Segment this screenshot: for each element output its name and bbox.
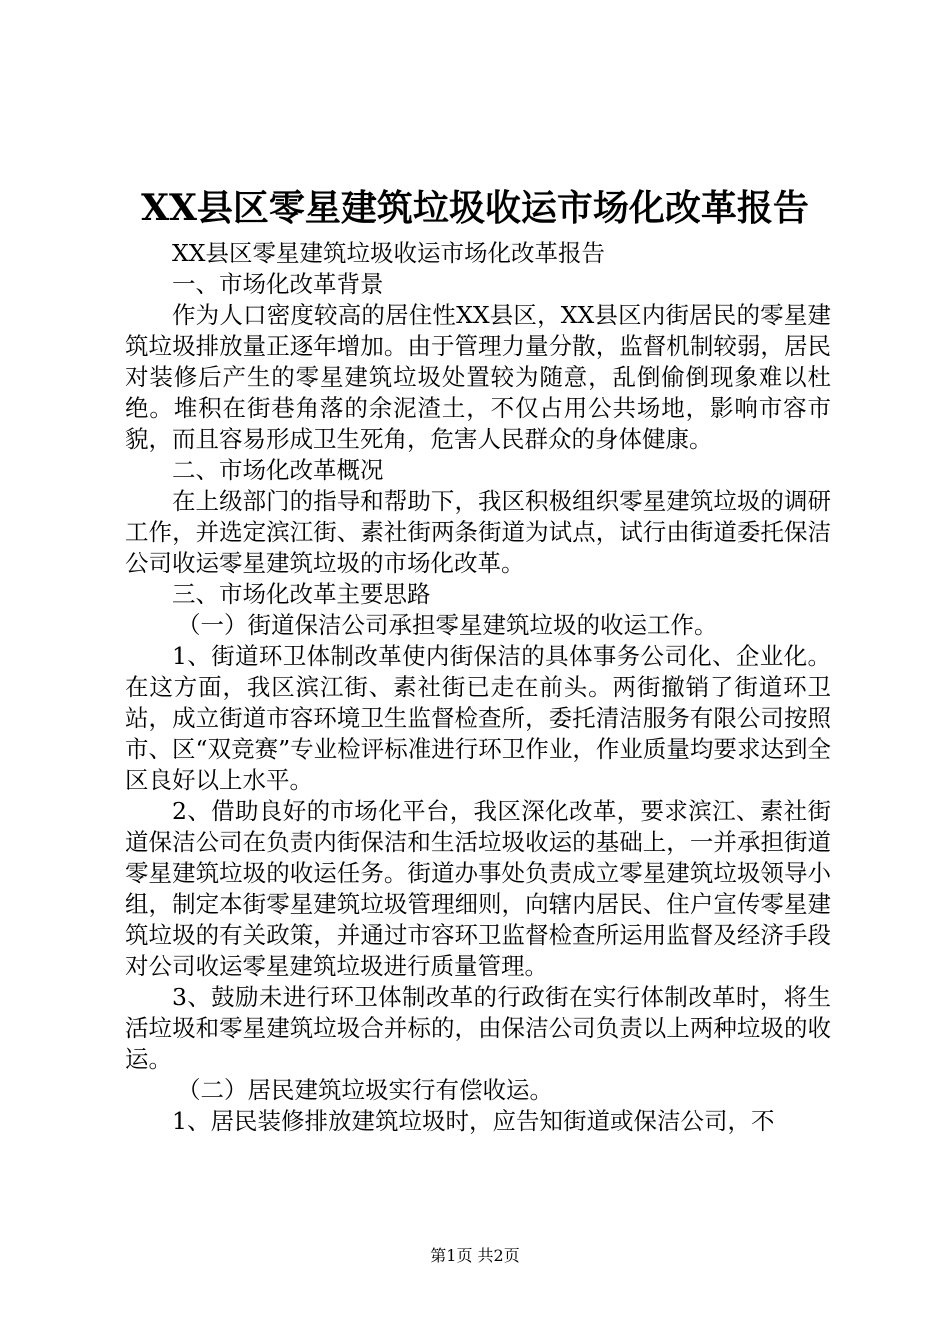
paragraph-overview: 在上级部门的指导和帮助下，我区积极组织零星建筑垃圾的调研工作，并选定滨江街、素社街两条街道为试点，试行由街道委托保洁公司收运零星建筑垃圾的市场化改革。: [125, 487, 831, 577]
section-heading-3: 三、市场化改革主要思路: [172, 580, 431, 608]
paragraph-item-4: 1、居民装修排放建筑垃圾时，应告知街道或保洁公司，不: [172, 1107, 775, 1135]
page-footer: 第1页 共2页: [430, 1246, 520, 1265]
document-body: [125, 238, 831, 1137]
paragraph-item-3: 3、鼓励未进行环卫体制改革的行政街在实行体制改革时，将生活垃圾和零星建筑垃圾合并标的，由保洁公司负责以上两种垃圾的收运。: [125, 983, 831, 1073]
paragraph-item-2: 2、借助良好的市场化平台，我区深化改革，要求滨江、素社街道保洁公司在负责内街保洁和生活垃圾收运的基础上，一并承担街道零星建筑垃圾的收运任务。街道办事处负责成立零星建筑垃圾领导小组，制定本街零星建筑垃圾管理细则，向辖内居民、住户宣传零星建筑垃圾的有关政策，并通过市容环卫监督检查所运用监督及经济手段对公司收运零星建筑垃圾进行质量管理。: [125, 797, 831, 980]
paragraph-item-1: 1、街道环卫体制改革使内街保洁的具体事务公司化、企业化。在这方面，我区滨江街、素社街已走在前头。两街撤销了街道环卫站，成立街道市容环境卫生监督检查所，委托清洁服务有限公司按照市、区“双竞赛”专业检评标准进行环卫作业，作业质量均要求达到全区良好以上水平。: [125, 642, 831, 794]
paragraph-subtitle: XX县区零星建筑垃圾收运市场化改革报告: [172, 239, 605, 267]
section-heading-2: 二、市场化改革概况: [172, 456, 384, 484]
paragraph-background: 作为人口密度较高的居住性XX县区，XX县区内街居民的零星建筑垃圾排放量正逐年增加。由于管理力量分散，监督机制较弱，居民对装修后产生的零星建筑垃圾处置较为随意，乱倒偷倒现象难以杜绝。堆积在街巷角落的余泥渣土，不仅占用公共场地，影响市容市貌，而且容易形成卫生死角，危害人民群众的身体健康。: [125, 301, 831, 453]
subsection-heading-2: （二）居民建筑垃圾实行有偿收运。: [177, 1076, 553, 1104]
subsection-heading-1: （一）街道保洁公司承担零星建筑垃圾的收运工作。: [177, 611, 718, 639]
document-title: XX县区零星建筑垃圾收运市场化改革报告: [141, 187, 809, 229]
section-heading-1: 一、市场化改革背景: [172, 270, 384, 298]
